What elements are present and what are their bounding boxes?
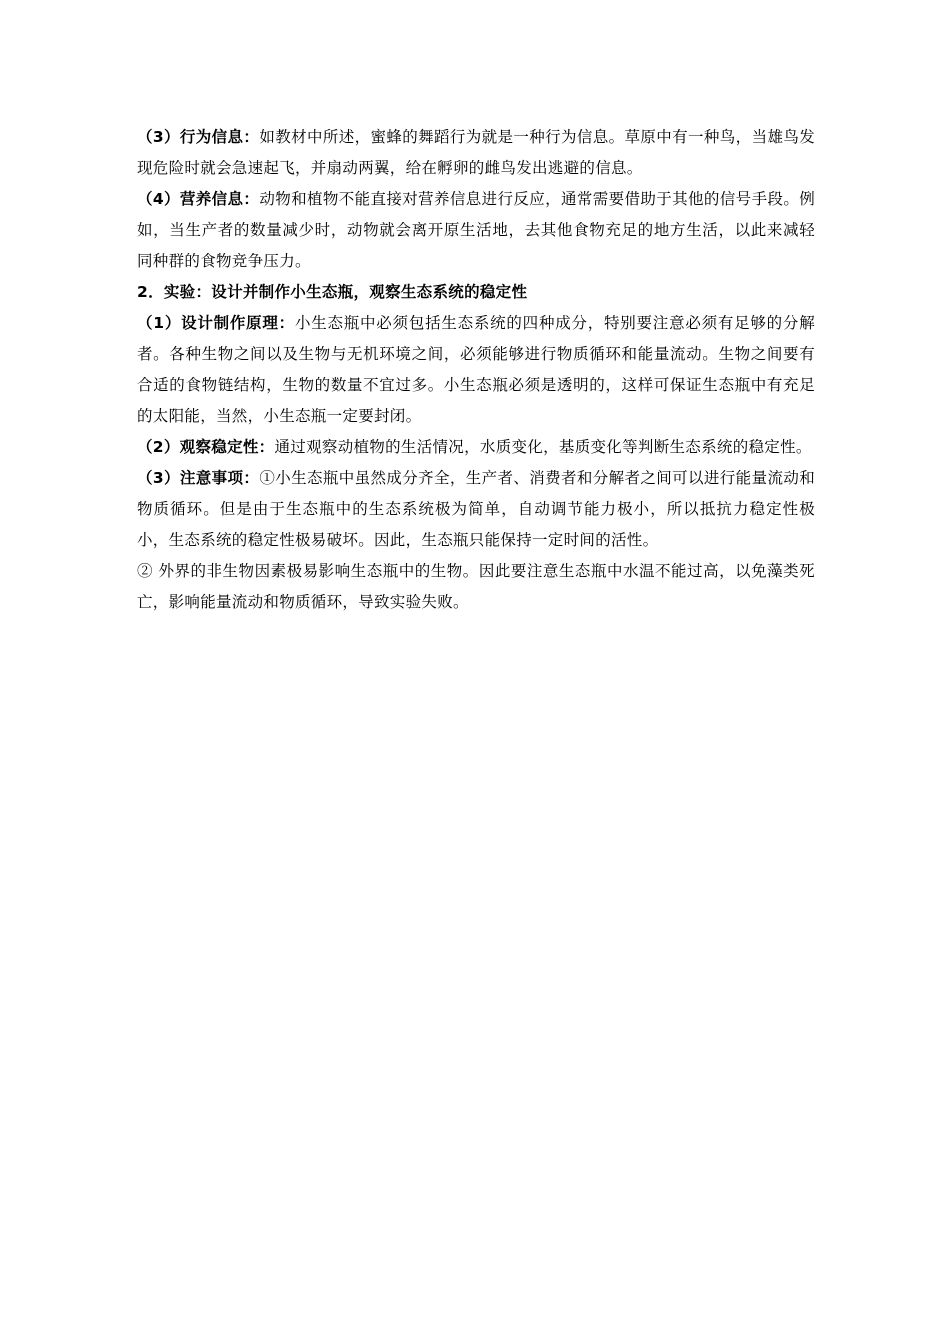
- paragraph-text: ①小生态瓶中虽然成分齐全，生产者、消费者和分解者之间可以进行能量流动和物质循环。但是由于生态瓶中的生态系统极为简单，自动调节能力极小，所以抵抗力稳定性极小，生态系统的稳定性极易破坏。因此，生态瓶只能保持一定时间的活性。: [137, 469, 815, 549]
- paragraph-text: 动物和植物不能直接对营养信息进行反应，通常需要借助于其他的信号手段。例如，当生产者的数量减少时，动物就会离开原生活地，去其他食物充足的地方生活，以此来减轻同种群的食物竞争压力。: [137, 190, 815, 270]
- paragraph-label: （4）营养信息：: [137, 190, 260, 208]
- paragraph-label: （2）观察稳定性：: [137, 438, 275, 456]
- paragraph-text: 如教材中所述，蜜蜂的舞蹈行为就是一种行为信息。草原中有一种鸟，当雄鸟发现危险时就会急速起飞，并扇动两翼，给在孵卵的雌鸟发出逃避的信息。: [137, 128, 815, 177]
- paragraph-notes: [137, 463, 815, 556]
- paragraph-text: ② 外界的非生物因素极易影响生态瓶中的生物。因此要注意生态瓶中水温不能过高，以免藻类死亡，影响能量流动和物质循环，导致实验失败。: [137, 562, 815, 611]
- paragraph-behavior-info: [137, 122, 815, 184]
- paragraph-label: （3）注意事项：: [137, 469, 260, 487]
- section-heading: 2．实验：设计并制作小生态瓶，观察生态系统的稳定性: [137, 283, 528, 301]
- paragraph-text: 通过观察动植物的生活情况，水质变化，基质变化等判断生态系统的稳定性。: [274, 438, 812, 456]
- paragraph-notes-continued: [137, 556, 815, 618]
- paragraph-label: （3）行为信息：: [137, 128, 260, 146]
- paragraph-observe-stability: [137, 432, 815, 463]
- paragraph-nutrition-info: [137, 184, 815, 277]
- paragraph-design-principle: [137, 308, 815, 432]
- paragraph-label: （1）设计制作原理：: [137, 314, 295, 332]
- document-page: [137, 122, 815, 618]
- paragraph-text: 小生态瓶中必须包括生态系统的四种成分，特别要注意必须有足够的分解者。各种生物之间以及生物与无机环境之间，必须能够进行物质循环和能量流动。生物之间要有合适的食物链结构，生物的数量不宜过多。小生态瓶必须是透明的，这样可保证生态瓶中有充足的太阳能，当然，小生态瓶一定要封闭。: [137, 314, 815, 425]
